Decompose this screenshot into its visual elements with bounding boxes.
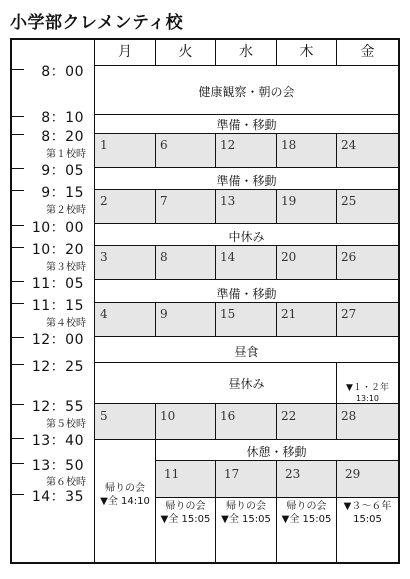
grid-line	[95, 403, 398, 404]
time-label-0905: 9：05	[41, 163, 84, 179]
grid-line	[155, 302, 156, 336]
lesson-number: 13	[220, 194, 236, 208]
grid-line	[95, 223, 398, 224]
grid-line	[215, 133, 216, 167]
grid-line	[95, 279, 398, 280]
lesson-number: 7	[160, 194, 168, 208]
grid-line	[155, 403, 156, 439]
grid-line	[95, 189, 398, 190]
time-label-0820: 8：20	[41, 129, 84, 145]
time-label-1255: 12：55	[31, 399, 84, 415]
lesson-number: 27	[341, 307, 357, 321]
grid-line	[276, 403, 277, 439]
band-break: 中休み	[228, 230, 265, 244]
grid-line	[95, 439, 398, 440]
lesson-number: 6	[160, 138, 168, 152]
thu-dismissal-time: ▼全 15:05	[281, 514, 332, 525]
lesson-number: 5	[100, 409, 108, 423]
time-label-1340: 13：40	[31, 433, 84, 449]
lesson-number: 1	[100, 138, 108, 152]
grid-line	[95, 245, 398, 246]
time-label-1225: 12：25	[31, 359, 84, 375]
grid-line	[155, 133, 156, 167]
grid-line	[95, 65, 398, 66]
lesson-number: 19	[281, 194, 297, 208]
thu-dismissal-label: 帰りの会	[286, 501, 327, 512]
period-label-1: 第１校時	[46, 149, 86, 160]
lesson-number: 24	[341, 138, 357, 152]
band-recess: 昼休み	[228, 377, 265, 391]
grid-line	[336, 189, 337, 223]
day-header-mon: 月	[118, 44, 132, 60]
lesson-number: 4	[100, 307, 108, 321]
grid-line	[336, 133, 337, 167]
grid-line	[95, 302, 398, 303]
time-label-0810: 8：10	[41, 110, 84, 126]
lesson-number: 15	[220, 307, 236, 321]
band-rest: 休憩・移動	[246, 445, 307, 459]
lesson-number: 18	[281, 138, 297, 152]
lesson-number: 22	[281, 409, 297, 423]
grid-line	[276, 245, 277, 279]
lesson-number: 17	[224, 467, 240, 481]
time-label-1200: 12：00	[31, 332, 84, 348]
day-header-fri: 金	[360, 44, 375, 60]
lesson-number: 21	[281, 307, 297, 321]
time-label-1105: 11：05	[31, 276, 84, 292]
fri-recess-time: 13:10	[355, 394, 380, 403]
grid-line	[215, 302, 216, 336]
lesson-number: 10	[160, 409, 176, 423]
tue-dismissal-time: ▼全 15:05	[160, 514, 211, 525]
fri-dismissal-label: ▼３〜６年	[343, 501, 392, 512]
lesson-number: 8	[160, 250, 168, 264]
band-prep-3: 準備・移動	[216, 287, 277, 301]
time-label-1115: 11：15	[31, 298, 84, 314]
lesson-number: 28	[341, 409, 357, 423]
grid-line	[276, 133, 277, 167]
time-label-0915: 9：15	[41, 185, 84, 201]
lesson-number: 3	[100, 250, 108, 264]
fri-dismissal-time: 15:05	[353, 514, 382, 525]
time-label-1350: 13：50	[31, 458, 84, 474]
band-prep-2: 準備・移動	[216, 174, 277, 188]
page-title: 小学部クレメンティ校	[10, 13, 184, 33]
time-label-1000: 10：00	[31, 220, 84, 236]
period-label-4: 第４校時	[46, 318, 86, 329]
lesson-number: 11	[164, 467, 180, 481]
lesson-number: 23	[285, 467, 301, 481]
time-label-1435: 14：35	[31, 489, 84, 505]
grid-line	[215, 189, 216, 223]
time-label-1020: 10：20	[31, 242, 84, 258]
grid-line	[95, 167, 398, 168]
lesson-number: 25	[341, 194, 357, 208]
lesson-number: 9	[160, 307, 168, 321]
mon-dismissal-time: ▼全 14:10	[100, 496, 150, 507]
day-header-thu: 木	[299, 44, 314, 60]
grid-line	[276, 302, 277, 336]
grid-line	[336, 403, 337, 439]
band-morning: 健康観察・朝の会	[198, 85, 295, 99]
wed-dismissal-time: ▼全 15:05	[221, 514, 271, 525]
grid-line	[215, 403, 216, 439]
grid-line	[95, 336, 398, 337]
lesson-number: 14	[220, 250, 236, 264]
grid-line	[95, 362, 398, 363]
period-label-2: 第２校時	[46, 205, 86, 216]
mon-dismissal-label: 帰りの会	[105, 483, 145, 494]
grid-line	[336, 245, 337, 279]
grid-line	[95, 133, 398, 134]
tue-dismissal-label: 帰りの会	[165, 501, 206, 512]
grid-line	[276, 189, 277, 223]
grid-line	[336, 302, 337, 336]
lesson-number: 16	[220, 409, 236, 423]
period-label-3: 第３校時	[46, 262, 86, 273]
grid-line	[155, 245, 156, 279]
grid-line	[95, 114, 398, 115]
lesson-number: 12	[220, 138, 236, 152]
day-header-wed: 水	[239, 44, 253, 60]
wed-dismissal-label: 帰りの会	[226, 501, 266, 512]
lesson-number: 20	[281, 250, 297, 264]
time-label-0800: 8：00	[41, 64, 84, 80]
grid-line	[155, 189, 156, 223]
grid-line	[215, 245, 216, 279]
band-lunch: 昼食	[234, 345, 259, 359]
fri-recess-note: ▼１・２年	[346, 383, 389, 393]
lesson-number: 2	[100, 194, 108, 208]
period-label-6: 第６校時	[46, 477, 86, 488]
band-prep-1: 準備・移動	[216, 118, 277, 132]
lesson-number: 29	[345, 467, 361, 481]
lesson-number: 26	[341, 250, 357, 264]
period-label-5: 第５校時	[46, 419, 86, 430]
day-header-tue: 火	[178, 44, 193, 60]
